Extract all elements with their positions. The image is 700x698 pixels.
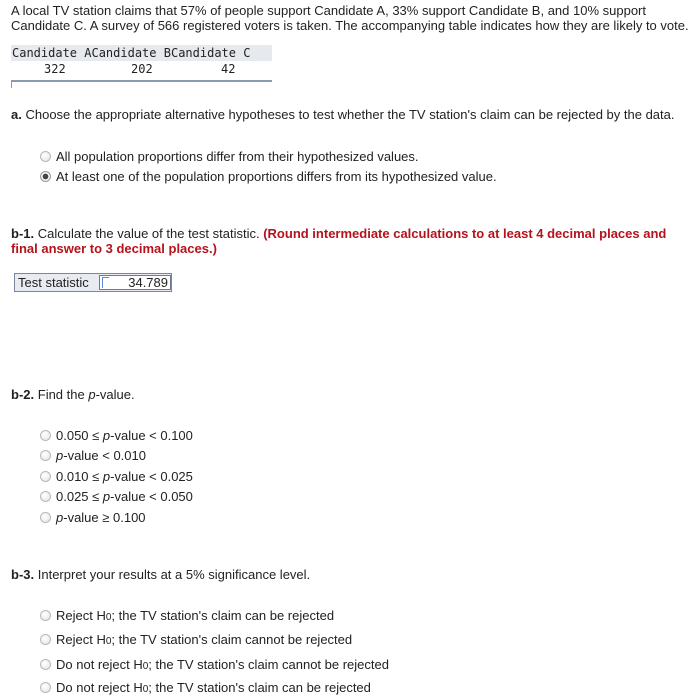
header-candidate-a: Candidate A — [12, 46, 92, 60]
test-statistic-row — [14, 273, 172, 292]
part-b1-label: b-1. — [11, 226, 35, 241]
value-candidate-b: 202 — [131, 62, 153, 76]
option-text-post: -value < 0.100 — [110, 428, 193, 443]
part-b2-text-p: p — [88, 387, 96, 402]
table-value-row — [11, 61, 272, 77]
option-text-pre: Reject H — [56, 632, 106, 647]
radio-unselected-icon[interactable] — [40, 151, 51, 162]
table-header-row — [11, 45, 272, 61]
part-b3-text: Interpret your results at a 5% significance level. — [37, 567, 311, 582]
part-a-option-1[interactable] — [40, 149, 419, 164]
part-a-text: Choose the appropriate alternative hypotheses to test whether the TV station's claim can be rejected by the data. — [25, 107, 675, 122]
radio-unselected-icon[interactable] — [40, 634, 51, 645]
part-b3-question — [11, 567, 310, 582]
table-bottom-rule — [11, 80, 272, 82]
option-text-pre: 0.050 ≤ — [56, 428, 100, 443]
part-b1-text: Calculate the value of the test statistic. — [37, 226, 260, 241]
part-b3-option-3[interactable]: Do not reject H 0 ; the TV station's claim cannot be rejected — [40, 657, 389, 672]
radio-unselected-icon[interactable] — [40, 471, 51, 482]
value-candidate-a: 322 — [44, 62, 66, 76]
test-statistic-label: Test statistic — [18, 275, 89, 290]
option-text-pre: Reject H — [56, 608, 106, 623]
option-text-p: p — [102, 428, 111, 443]
option-text-pre: 0.010 ≤ — [56, 469, 100, 484]
header-candidate-b: Candidate B — [91, 46, 171, 60]
part-b1-question — [11, 226, 691, 256]
radio-unselected-icon[interactable] — [40, 430, 51, 441]
table-rule-tick — [11, 82, 12, 88]
option-text-post: ; the TV station's claim cannot be rejected — [148, 657, 389, 672]
radio-selected-icon[interactable] — [40, 171, 51, 182]
part-b2-option-4[interactable] — [40, 489, 193, 504]
part-b3-option-1[interactable]: Reject H 0 ; the TV station's claim can be rejected — [40, 608, 334, 623]
radio-unselected-icon[interactable] — [40, 491, 51, 502]
option-text-p: p — [56, 448, 64, 463]
part-b2-option-5[interactable] — [40, 510, 146, 525]
part-b3-option-2[interactable]: Reject H 0 ; the TV station's claim cannot be rejected — [40, 632, 352, 647]
part-b2-text-post: -value. — [95, 387, 135, 402]
part-a-question — [11, 107, 675, 122]
vote-table — [11, 45, 272, 82]
part-a-option-2[interactable] — [40, 169, 497, 184]
header-candidate-c: Candidate C — [170, 46, 251, 60]
problem-intro: A local TV station claims that 57% of people support Candidate A, 33% support Candidate B, and 10% support Candidate C. A survey of 566 registered voters is taken. The accompanying table indicates how they are likely to vote. — [11, 3, 689, 33]
part-b2-label: b-2. — [11, 387, 35, 402]
part-b2-option-3[interactable] — [40, 469, 193, 484]
radio-unselected-icon[interactable] — [40, 610, 51, 621]
radio-unselected-icon[interactable] — [40, 512, 51, 523]
option-text-pre: Do not reject H — [56, 657, 143, 672]
option-text-p: p — [102, 489, 111, 504]
option-text-post: ; the TV station's claim can be rejected — [111, 608, 335, 623]
radio-unselected-icon[interactable] — [40, 659, 51, 670]
option-text-pre: 0.025 ≤ — [56, 489, 100, 504]
option-text-post: ; the TV station's claim cannot be rejected — [111, 632, 353, 647]
part-b3-option-4[interactable]: Do not reject H 0 ; the TV station's claim can be rejected — [40, 680, 371, 695]
radio-unselected-icon[interactable] — [40, 450, 51, 461]
value-candidate-c: 42 — [221, 62, 236, 76]
part-b2-option-2[interactable] — [40, 448, 146, 463]
test-statistic-input[interactable]: 34.789 — [99, 275, 171, 290]
part-b2-option-1[interactable] — [40, 428, 193, 443]
option-text-post: -value ≥ 0.100 — [63, 510, 146, 525]
radio-unselected-icon[interactable] — [40, 682, 51, 693]
part-a-label: a. — [11, 107, 22, 122]
part-b2-question — [11, 387, 135, 402]
part-a-option-1-label: All population proportions differ from their hypothesized values. — [56, 149, 419, 164]
option-text-post: ; the TV station's claim can be rejected — [148, 680, 371, 695]
part-a-option-2-label: At least one of the population proportions differs from its hypothesized value. — [56, 169, 497, 184]
option-text-pre: Do not reject H — [56, 680, 143, 695]
part-b3-label: b-3. — [11, 567, 35, 582]
part-b2-text-pre: Find the — [37, 387, 85, 402]
option-text-post: -value < 0.010 — [63, 448, 146, 463]
option-text-p: p — [56, 510, 64, 525]
option-text-post: -value < 0.050 — [110, 489, 193, 504]
option-text-post: -value < 0.025 — [110, 469, 193, 484]
option-text-p: p — [102, 469, 111, 484]
input-focus-corner-icon — [102, 277, 109, 288]
rounding-instruction: (Round intermediate calculations to at least 4 decimal places and final answer to 3 decimal places.) — [11, 226, 667, 256]
